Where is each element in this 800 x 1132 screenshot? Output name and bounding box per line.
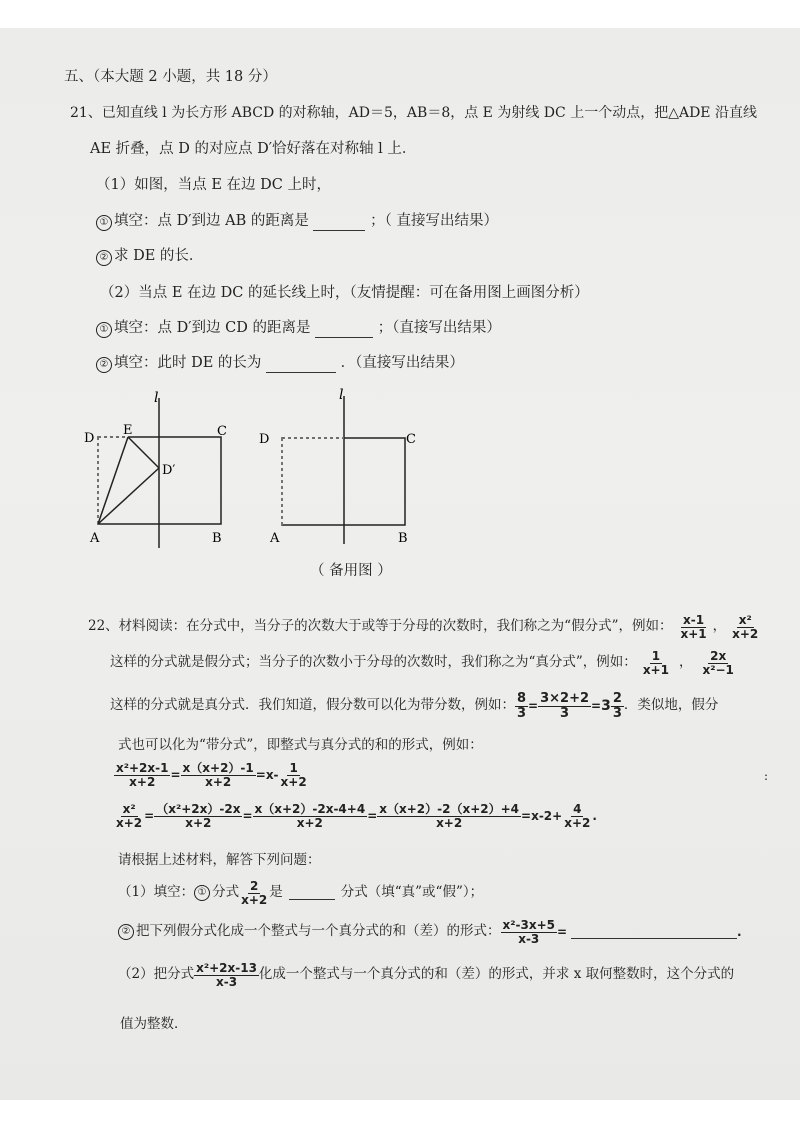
figure-rectangle-folded — [80, 390, 240, 555]
fraction-to-convert: $\frac{\text{x²-3x+5}}{x-3}$ — [502, 918, 555, 946]
q22-part2-line2: 值为整数． — [120, 1016, 188, 1032]
q22-p1-text: 分式 — [212, 884, 240, 901]
answer-blank[interactable] — [571, 926, 737, 939]
q22-p1b-text: 把下列假分式化成一个整式与一个真分式的和（差）的形式： — [136, 923, 501, 940]
label-A: A — [90, 531, 100, 546]
circle-number-2: ② — [96, 357, 112, 373]
equals-sign: = — [556, 925, 568, 940]
q21-line2: AE 折叠，点 D 的对应点 D′恰好落在对称轴 l 上． — [90, 141, 417, 157]
q22-p1-mid: 是 — [269, 884, 283, 901]
circle-number-1: ① — [96, 215, 112, 231]
eq2-frac-2: $\frac{\text{（x²+2x）-2x}}{x+2}$ — [156, 802, 241, 830]
q22-part2 — [118, 962, 734, 988]
fraction-2-3: $\frac{2}{3}$ — [612, 691, 622, 721]
label-A: A — [270, 531, 280, 546]
eq1-frac-1: $\frac{\text{x²+2x-1}}{x+2}$ — [116, 761, 169, 789]
label-E: E — [123, 423, 133, 438]
label-D: D — [84, 431, 95, 446]
q21-part2-a — [96, 321, 501, 338]
q22-line3-end: ．类似地，假分 — [623, 697, 719, 714]
fraction-example-1: $\frac{x-1}{x+1}$ — [680, 613, 707, 641]
eq2-frac-4: $\frac{x(x+2)-2(x+2)+4}{x+2}$ — [379, 802, 520, 830]
section-heading: 五、（本大题 2 小题，共 18 分） — [64, 69, 277, 85]
eq2-frac-1: $\frac{\text{x²}}{x+2}$ — [116, 802, 143, 830]
fraction-part2: $\frac{\text{x²+2x-13}}{x-3}$ — [196, 961, 257, 989]
circle-number-2: ② — [96, 250, 112, 266]
answer-blank[interactable] — [315, 325, 373, 338]
margin-colon: : — [764, 769, 769, 783]
label-C: C — [406, 432, 416, 447]
segment-ed-prime — [128, 437, 159, 468]
q22-line2-text: 这样的分式就是假分式；当分子的次数小于分母的次数时，我们称之为“真分式”，例如： — [110, 654, 637, 671]
q22-line4: 式也可以化为“带分式”，即整式与真分式的和的形式，例如： — [118, 737, 483, 753]
q21-p1a-suffix: ；（ 直接写出结果） — [370, 213, 498, 229]
q21-p1b-text: 求 DE 的长． — [114, 248, 204, 264]
fraction-2-over-x-plus-2: $\frac{2}{x+2}$ — [241, 879, 268, 907]
circle-number-2: ② — [118, 924, 134, 940]
label-D: D — [259, 432, 270, 447]
q22-equation-2: $\frac{\text{x²}}{x+2}$ = $\frac{\text{（x²+2x）-2x}}{x+2}$ = $\frac{x(x+2)-2x-4+4}{x+2}$ = $\frac{x(x+2)-2(x+2)+4}{x+2}$ =x-2+ $\frac{4}{x+2}$ . — [116, 802, 597, 830]
answer-blank[interactable] — [313, 218, 365, 231]
label-l: l — [339, 387, 344, 403]
label-l: l — [154, 390, 159, 406]
eq2-frac-5: $\frac{4}{x+2}$ — [564, 802, 591, 830]
label-B: B — [212, 531, 222, 546]
q21-part2: （2）当点 E 在边 DC 的延长线上时，（友情提醒：可在备用图上画图分析） — [100, 285, 589, 301]
q22-line5: 请根据上述材料，解答下列问题： — [118, 852, 321, 868]
figure-spare-rectangle — [252, 386, 424, 551]
q21-p2b-prefix: 填空：此时 DE 的长为 — [114, 355, 262, 371]
mixed-whole: 3 — [601, 698, 611, 715]
exam-paper — [0, 28, 800, 1100]
q21-part1-b — [96, 249, 203, 266]
q21-part1-a — [96, 214, 498, 231]
q21-part1: （1）如图，当点 E 在边 DC 上时， — [96, 177, 331, 193]
fraction-example-4: $\frac{2x}{\text{x²−1}}$ — [702, 649, 734, 677]
fraction-8-3: $\frac{8}{3}$ — [517, 691, 527, 721]
eq1-frac-3: $\frac{1}{x+2}$ — [280, 761, 307, 789]
q22-line3: 这样的分式就是真分式．我们知道，假分数可以化为带分数，例如： $\frac{8}{3}$ = $\frac{3\times 2+2}{3}$ = 3 $\frac{2}{3}$ ．类似地，假分 — [110, 691, 719, 721]
answer-blank[interactable] — [266, 360, 336, 373]
q22-p1-end: 分式（填“真”或“假”）； — [340, 884, 484, 901]
q22-line1: 22、材料阅读：在分式中，当分子的次数大于或等于分母的次数时，我们称之为“假分式”，例如： $\frac{x-1}{x+1}$ ， $\frac{\text{x²}}{x+2}$ — [88, 613, 759, 641]
eq2-frac-3: $\frac{x(x+2)-2x-4+4}{x+2}$ — [254, 802, 366, 830]
q21-p2a-prefix: 填空：点 D′到边 CD 的距离是 — [114, 320, 311, 336]
answer-blank[interactable] — [289, 887, 335, 900]
eq1-mid: =x- — [255, 768, 279, 783]
circle-number-1: ① — [96, 322, 112, 338]
q22-part1 — [118, 880, 483, 906]
eq1-frac-2: $\frac{x(x+2)-1}{x+2}$ — [182, 761, 254, 789]
circle-number-1: ① — [194, 885, 210, 901]
label-D-prime: D′ — [162, 463, 176, 478]
label-C: C — [217, 424, 227, 439]
q21-p1a-prefix: 填空：点 D′到边 AB 的距离是 — [114, 213, 309, 229]
q21-p2a-suffix: ；（直接写出结果） — [377, 320, 501, 336]
spare-figure-caption: （ 备用图 ） — [310, 563, 392, 579]
q21-line1: 21、已知直线 l 为长方形 ABCD 的对称轴，AD＝5，AB＝8，点 E 为射线 DC 上一个动点，把△ADE 沿直线 — [70, 105, 757, 121]
q21-part2-b — [96, 356, 464, 373]
eq2-mid: =x-2+ — [521, 809, 563, 824]
q22-equation-1: $\frac{\text{x²+2x-1}}{x+2}$ = $\frac{x(x+2)-1}{x+2}$ =x- $\frac{1}{x+2}$ — [116, 761, 307, 789]
fraction-mixed-expand: $\frac{3\times 2+2}{3}$ — [540, 691, 590, 721]
q22-line3-text: 这样的分式就是真分式．我们知道，假分数可以化为带分数，例如： — [110, 697, 515, 714]
q22-line1-text: 22、材料阅读：在分式中，当分子的次数大于或等于分母的次数时，我们称之为“假分式”，例如： — [88, 618, 673, 635]
q22-line2: 这样的分式就是假分式；当分子的次数小于分母的次数时，我们称之为“真分式”，例如： $\frac{1}{x+1}$ ， $\frac{2x}{\text{x²−1}}$ — [110, 649, 734, 677]
q22-p1-prefix: （1）填空： — [118, 884, 195, 901]
q22-part1-b: ② 把下列假分式化成一个整式与一个真分式的和（差）的形式： $\frac{\text{x²-3x+5}}{x-3}$ = . — [118, 919, 742, 945]
fraction-example-2: $\frac{\text{x²}}{x+2}$ — [732, 613, 759, 641]
fraction-example-3: $\frac{1}{x+1}$ — [642, 649, 669, 677]
q22-p2-prefix: （2）把分式 — [118, 966, 195, 983]
q21-p2b-suffix: ．（直接写出结果） — [340, 355, 464, 371]
label-B: B — [398, 531, 408, 546]
q22-p2-text: 化成一个整式与一个真分式的和（差）的形式，并求 x 取何整数时，这个分式的 — [258, 966, 735, 983]
